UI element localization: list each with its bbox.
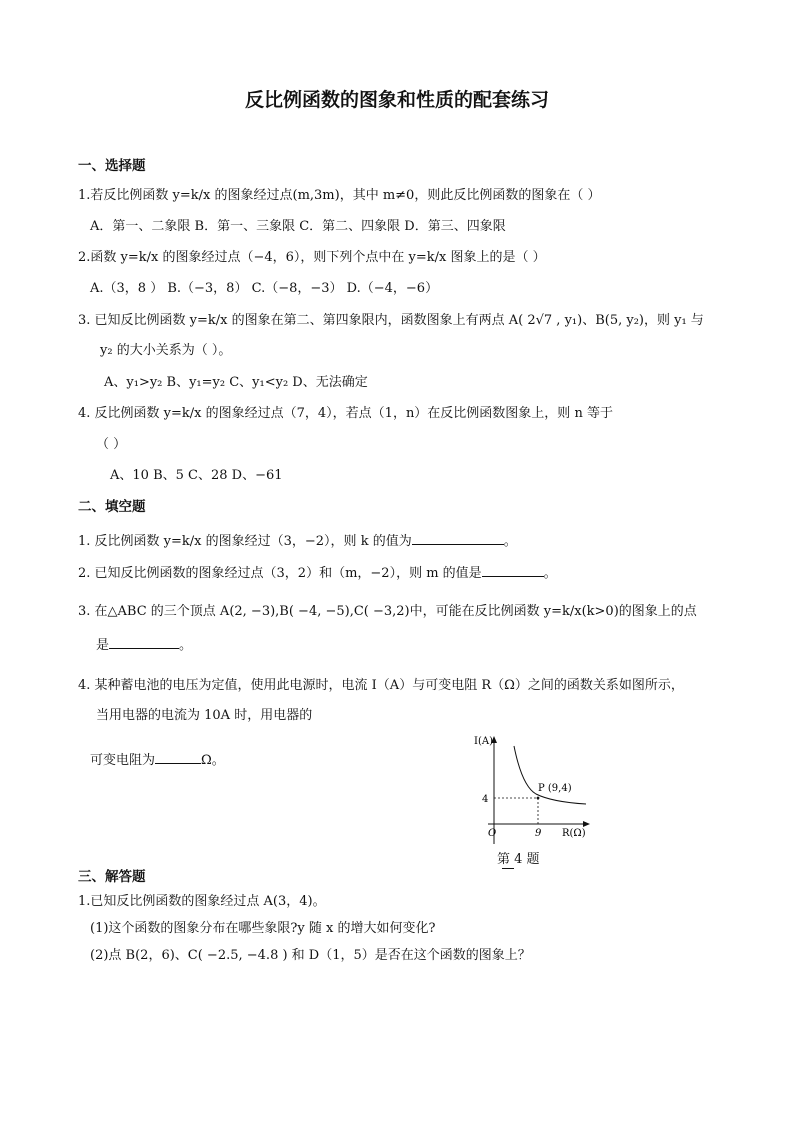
fill-question-4-line1: 4. 某种蓄电池的电压为定值，使用此电源时，电流 I（A）与可变电阻 R（Ω）之间的函数关系如图所示， bbox=[78, 678, 684, 693]
origin-label: O bbox=[488, 828, 497, 839]
x-tick-label: 9 bbox=[535, 828, 542, 839]
page-title: 反比例函数的图象和性质的配套练习 bbox=[244, 89, 549, 111]
fill-question-1-text: 1. 反比例函数 y=k/x 的图象经过（3，−2），则 k 的值为 bbox=[78, 534, 412, 549]
fill-question-1 bbox=[78, 530, 517, 551]
current-resistance-graph bbox=[474, 732, 592, 852]
fill-question-3-text: 是 bbox=[96, 638, 110, 653]
section-heading-fill: 二、填空题 bbox=[78, 499, 146, 515]
x-axis-label: R(Ω) bbox=[562, 828, 586, 839]
fill-question-4-unit: Ω。 bbox=[201, 753, 225, 768]
answer-blank[interactable] bbox=[412, 530, 504, 545]
section-heading-choice: 一、选择题 bbox=[78, 158, 146, 174]
fill-question-2 bbox=[78, 562, 557, 583]
figure-caption: 第 4 题 bbox=[497, 852, 540, 867]
fill-question-4-line2: 当用电器的电流为 10A 时，用电器的 bbox=[96, 708, 313, 723]
fill-question-2-text: 2. 已知反比例函数的图象经过点（3，2）和（m，−2），则 m 的值是 bbox=[78, 566, 482, 581]
x-axis-arrow bbox=[583, 821, 590, 827]
choice-question-2-options: A.（3，8 ） B.（−3，8） C.（−8，−3） D.（−4，−6） bbox=[90, 281, 439, 296]
answer-blank[interactable] bbox=[155, 749, 201, 764]
y-tick-label: 4 bbox=[482, 794, 489, 805]
section-heading-answer: 三、解答题 bbox=[78, 869, 146, 885]
fill-question-3-line1: 3. 在△ABC 的三个顶点 A(2, −3),B( −4, −5),C( −3,2)中，可能在反比例函数 y=k/x(k>0)的图象上的点 bbox=[78, 604, 697, 619]
hyperbola-curve bbox=[514, 746, 586, 804]
answer-blank[interactable] bbox=[482, 562, 544, 577]
choice-question-4-line1: 4. 反比例函数 y=k/x 的图象经过点（7，4），若点（1，n）在反比例函数图象上，则 n 等于 bbox=[78, 406, 613, 421]
y-axis-label: I(A) bbox=[474, 736, 493, 747]
choice-question-2: 2.函数 y=k/x 的图象经过点（−4，6），则下列个点中在 y=k/x 图象上的是（ ） bbox=[78, 250, 546, 265]
fill-question-4-text: 可变电阻为 bbox=[90, 753, 156, 768]
answer-question-1-part1: (1)这个函数的图象分布在哪些象限?y 随 x 的增大如何变化? bbox=[90, 921, 436, 936]
point-p bbox=[537, 797, 540, 800]
answer-question-1-part2: (2)点 B(2，6)、C( −2.5, −4.8 ) 和 D（1，5）是否在这个函数的图象上？ bbox=[90, 948, 531, 963]
choice-question-1-options: A．第一、二象限 B．第一、三象限 C．第二、四象限 D．第三、四象限 bbox=[90, 219, 506, 234]
answer-blank[interactable] bbox=[109, 634, 179, 649]
fill-question-3-end: 。 bbox=[179, 638, 193, 653]
caption-divider bbox=[502, 868, 514, 869]
choice-question-1: 1.若反比例函数 y=k/x 的图象经过点(m,3m)，其中 m≠0，则此反比例函数的图象在（ ） bbox=[78, 188, 601, 203]
choice-question-4-options: A、10 B、5 C、28 D、−61 bbox=[110, 468, 283, 483]
choice-question-3-options: A、y₁>y₂ B、y₁=y₂ C、y₁<y₂ D、无法确定 bbox=[104, 375, 368, 390]
point-p-label: P (9,4) bbox=[538, 783, 572, 794]
choice-question-4-line2: （ ） bbox=[96, 437, 127, 452]
fill-question-3-line2 bbox=[96, 634, 192, 655]
choice-question-3-line2: y₂ 的大小关系为（ ）。 bbox=[100, 343, 232, 358]
fill-question-1-end: 。 bbox=[503, 534, 517, 549]
fill-question-4-line3 bbox=[90, 749, 225, 770]
answer-question-1: 1.已知反比例函数的图象经过点 A(3，4)。 bbox=[78, 894, 326, 909]
choice-question-3-line1: 3. 已知反比例函数 y=k/x 的图象在第二、第四象限内，函数图象上有两点 A( 2√7 , y₁)、B(5, y₂)，则 y₁ 与 bbox=[78, 313, 704, 328]
fill-question-2-end: 。 bbox=[543, 566, 557, 581]
